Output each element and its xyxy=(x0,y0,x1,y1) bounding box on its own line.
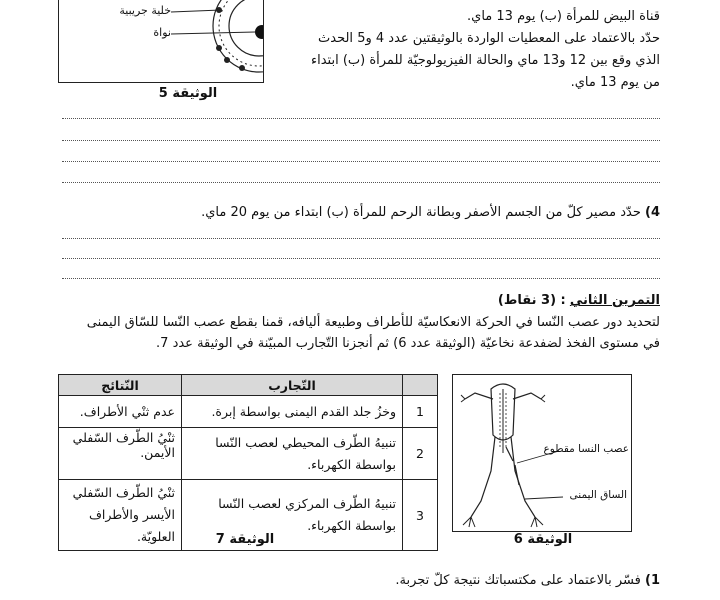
label-cut-sciatic-nerve: عصب النسا مقطوع xyxy=(543,443,629,455)
result-cell: عدم ثنْي الأطراف. xyxy=(59,396,182,428)
q3-line3: الذي وقع بين 12 و13 ماي والحالة الفيزيولوجيّة للمرأة (ب) ابتداء xyxy=(310,53,660,68)
doc6-figure-frame xyxy=(452,374,632,532)
answer-line[interactable] xyxy=(62,118,660,119)
q1-number: 1) xyxy=(645,573,660,588)
row-number: 1 xyxy=(403,396,438,428)
answer-line[interactable] xyxy=(62,182,660,183)
row-number: 3 xyxy=(403,480,438,551)
table-row xyxy=(59,428,438,480)
doc5-figure-frame xyxy=(58,0,264,83)
answer-line[interactable] xyxy=(62,278,660,279)
q1-prompt: فسّر بالاعتماد على مكتسباتك نتيجة كلّ تجربة. xyxy=(395,573,641,588)
doc6-caption: الوثيقة 6 xyxy=(513,532,573,547)
header-results: النّتائج xyxy=(59,375,182,396)
experiment-cell: تنبيهُ الطّرف المحيطي لعصب النّسا بواسطة الكهرباء. xyxy=(182,428,403,480)
experiment-cell: وخزُ جلد القدم اليمنى بواسطة إبرة. xyxy=(182,396,403,428)
answer-line[interactable] xyxy=(62,238,660,239)
q4-text xyxy=(62,202,660,224)
label-right-leg: الساق اليمنى xyxy=(569,489,627,501)
row-number: 2 xyxy=(403,428,438,480)
exercise2-heading xyxy=(62,290,660,312)
q1-text xyxy=(62,570,660,592)
exercise2-intro1: لتحديد دور عصب النّسا في الحركة الانعكاسيّة للأطراف وطبيعة أليافه، قمنا بقطع عصب النّسا للسّاق اليمنى xyxy=(86,315,660,330)
doc7-experiments-table xyxy=(58,374,438,551)
table-header-row xyxy=(59,375,438,396)
result-cell: ثنْيُ الطّرف السّفلي الأيسر والأطراف العلويّة. xyxy=(59,480,182,551)
answer-line[interactable] xyxy=(62,140,660,141)
q3-line1: قناة البيض للمرأة (ب) يوم 13 ماي. xyxy=(467,9,660,24)
doc7-caption: الوثيقة 7 xyxy=(215,532,275,547)
result-cell: ثنْيُ الطّرف السّفلي الأيمن. xyxy=(59,428,182,480)
doc5-caption: الوثيقة 5 xyxy=(158,86,218,101)
q3-line4: من يوم 13 ماي. xyxy=(570,75,660,90)
table-row xyxy=(59,396,438,428)
exercise2-title: التمرين الثاني xyxy=(569,293,660,308)
q4-number: 4) xyxy=(645,205,660,220)
q3-line2: حدّد بالاعتماد على المعطيات الواردة بالوثيقتين عدد 4 و5 الحدث xyxy=(318,31,660,46)
header-experiments: التّجارب xyxy=(182,375,403,396)
answer-line[interactable] xyxy=(62,258,660,259)
label-nucleus: نواة xyxy=(153,26,171,39)
label-follicular-cell: خلية جريبية xyxy=(119,4,171,17)
experiment-cell: تنبيهُ الطّرف المركزي لعصب النّسا بواسطة الكهرباء. xyxy=(182,480,403,551)
q4-prompt: حدّد مصير كلّ من الجسم الأصفر وبطانة الرحم للمرأة (ب) ابتداء من يوم 20 ماي. xyxy=(201,205,641,220)
exercise2-points: : (3 نقاط) xyxy=(497,293,566,308)
exercise2-intro2: في مستوى الفخذ لضفدعة نخاعيّة (الوثيقة عدد 6) ثم أنجزنا التّجارب المبيّنة في الوثيقة عدد 7. xyxy=(156,336,660,351)
answer-line[interactable] xyxy=(62,161,660,162)
